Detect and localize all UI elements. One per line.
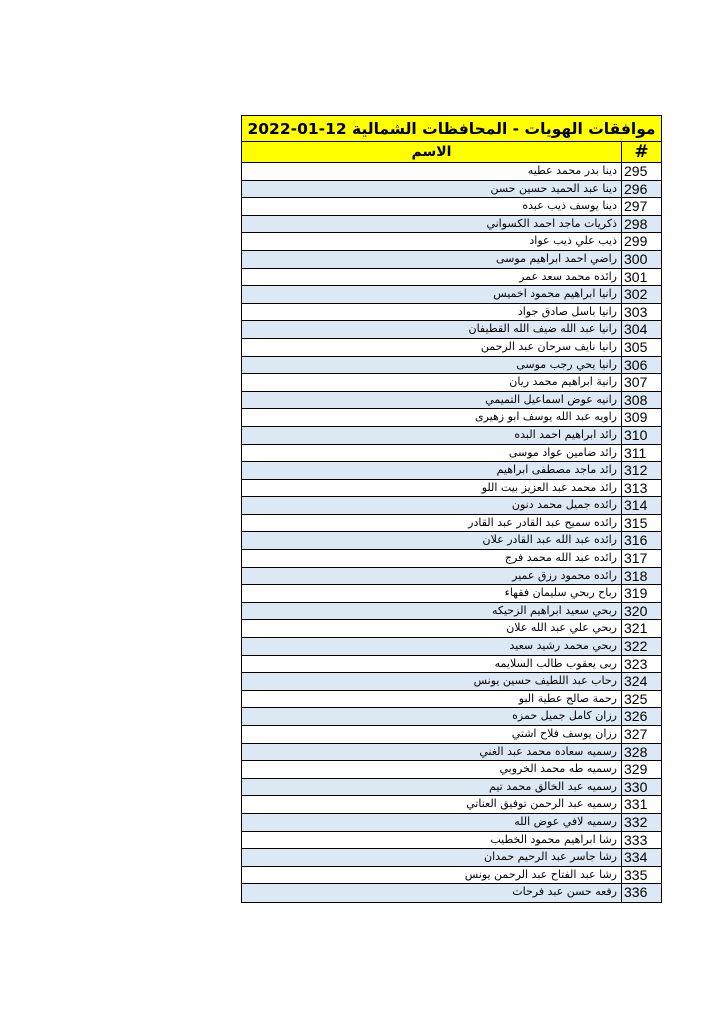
row-number: 299 bbox=[621, 233, 661, 250]
row-name: ربحي سعيد ابراهيم الزحيكه bbox=[491, 603, 617, 617]
row-name: رانيه عوض اسماعيل التميمي bbox=[485, 392, 617, 406]
row-name: رباح ربحي سليمان فقهاء bbox=[504, 586, 617, 600]
row-number: 330 bbox=[621, 779, 661, 796]
row-number: 312 bbox=[621, 462, 661, 479]
row-number: 323 bbox=[621, 656, 661, 673]
row-name: رزان كامل جميل حمزه bbox=[512, 709, 617, 723]
row-number: 325 bbox=[621, 691, 661, 708]
table-row bbox=[242, 304, 661, 322]
table-row bbox=[242, 638, 661, 656]
row-number: 308 bbox=[621, 392, 661, 409]
row-name: دينا يوسف ذيب عبده bbox=[522, 199, 617, 213]
table-row bbox=[242, 321, 661, 339]
row-number: 315 bbox=[621, 515, 661, 532]
table-row bbox=[242, 357, 661, 375]
row-number: 314 bbox=[621, 497, 661, 514]
table-row bbox=[242, 462, 661, 480]
table-row bbox=[242, 849, 661, 867]
row-name: راضي احمد ابراهيم موسى bbox=[496, 251, 617, 265]
table-row bbox=[242, 673, 661, 691]
table-title: موافقات الهويات - المحافظات الشمالية 12-01-2022 bbox=[242, 116, 661, 142]
row-number: 313 bbox=[621, 480, 661, 497]
row-number: 326 bbox=[621, 708, 661, 725]
row-name: ذيب علي ذيب عواد bbox=[529, 234, 617, 248]
table-row bbox=[242, 568, 661, 586]
row-name: رائده سميح عبد القادر عبد القادر bbox=[468, 515, 617, 529]
table-header-row bbox=[242, 142, 661, 163]
row-name: رشا جاسر عبد الرحيم حمدان bbox=[484, 850, 617, 864]
row-name: ذكريات ماجد احمد الكسواني bbox=[486, 216, 617, 230]
table-row bbox=[242, 796, 661, 814]
table-row bbox=[242, 427, 661, 445]
table-row bbox=[242, 251, 661, 269]
row-number: 324 bbox=[621, 673, 661, 690]
table-row bbox=[242, 392, 661, 410]
row-name: رائده عبد الله عبد القادر علان bbox=[482, 533, 617, 547]
row-name: دينا بدر محمد عطيه bbox=[527, 164, 617, 177]
table-row bbox=[242, 814, 661, 832]
table-row bbox=[242, 585, 661, 603]
row-name: رسميه سعاده محمد عبد الغني bbox=[479, 744, 617, 758]
table-row bbox=[242, 726, 661, 744]
row-name: رحاب عبد اللطيف حسين يونس bbox=[473, 674, 617, 688]
row-number: 309 bbox=[621, 409, 661, 426]
row-number: 327 bbox=[621, 726, 661, 743]
table-row bbox=[242, 761, 661, 779]
row-name: رائده محمد سعد عمر bbox=[519, 269, 617, 283]
table-row bbox=[242, 374, 661, 392]
row-name: رائد ماجد مصطفى ابراهيم bbox=[496, 463, 617, 477]
name-column-header: الاسم bbox=[411, 144, 452, 160]
row-name: رشا عبد الفتاح عبد الرحمن يونس bbox=[464, 867, 617, 881]
row-name: رائده محمود رزق عمير bbox=[512, 568, 617, 582]
row-number: 295 bbox=[621, 163, 661, 180]
row-name: رسميه لافي عوض الله bbox=[514, 814, 617, 828]
row-number: 310 bbox=[621, 427, 661, 444]
table-row bbox=[242, 532, 661, 550]
row-number: 318 bbox=[621, 568, 661, 585]
row-number: 302 bbox=[621, 286, 661, 303]
row-number: 333 bbox=[621, 832, 661, 849]
table-row bbox=[242, 497, 661, 515]
row-name: رزان يوسف فلاح اشتي bbox=[511, 727, 617, 740]
row-number: 301 bbox=[621, 269, 661, 286]
row-number: 317 bbox=[621, 550, 661, 567]
row-number: 305 bbox=[621, 339, 661, 356]
table-row bbox=[242, 163, 661, 181]
table-row bbox=[242, 515, 661, 533]
row-number: 328 bbox=[621, 744, 661, 761]
table-row bbox=[242, 779, 661, 797]
row-number: 329 bbox=[621, 761, 661, 778]
row-number: 296 bbox=[621, 181, 661, 198]
table-row bbox=[242, 480, 661, 498]
row-name: رشا ابراهيم محمود الخطيب bbox=[490, 832, 617, 846]
table-row bbox=[242, 656, 661, 674]
number-column-header: # bbox=[621, 142, 661, 162]
row-name: دينا عبد الحميد حسين حسن bbox=[490, 181, 617, 195]
row-number: 336 bbox=[621, 884, 661, 902]
row-name: ربحي محمد رشيد سعيد bbox=[509, 639, 617, 653]
row-name: راويه عبد الله يوسف ابو زهيرى bbox=[475, 410, 617, 424]
row-number: 298 bbox=[621, 216, 661, 233]
table-row bbox=[242, 181, 661, 199]
row-number: 303 bbox=[621, 304, 661, 321]
row-number: 316 bbox=[621, 532, 661, 549]
table-row bbox=[242, 744, 661, 762]
row-name: رائد محمد عبد العزيز بيت اللو bbox=[481, 480, 617, 494]
row-name: رائد ابراهيم احمد البده bbox=[514, 427, 617, 441]
row-number: 304 bbox=[621, 321, 661, 338]
table-row bbox=[242, 708, 661, 726]
table-row bbox=[242, 233, 661, 251]
row-name: رائد ضامين عواد موسى bbox=[508, 445, 617, 459]
table-row bbox=[242, 620, 661, 638]
row-name: رائده عبد الله محمد فرج bbox=[504, 551, 617, 565]
row-number: 322 bbox=[621, 638, 661, 655]
table-row bbox=[242, 216, 661, 234]
row-number: 321 bbox=[621, 620, 661, 637]
row-number: 335 bbox=[621, 867, 661, 884]
row-name: رانيا عبد الله ضيف الله القطيفان bbox=[468, 322, 617, 336]
row-name: ربى يعقوب طالب السلايمه bbox=[494, 656, 617, 670]
row-name: رحمة صالح عطية البو bbox=[518, 691, 617, 705]
row-number: 319 bbox=[621, 585, 661, 602]
table-row bbox=[242, 286, 661, 304]
row-name: رسميه طه محمد الخروبي bbox=[499, 762, 617, 776]
table-row bbox=[242, 198, 661, 216]
row-name: رسميه عبد الرحمن توفيق العناتي bbox=[466, 797, 617, 811]
table-body bbox=[242, 163, 661, 902]
table-row bbox=[242, 269, 661, 287]
table-row bbox=[242, 550, 661, 568]
table-row bbox=[242, 691, 661, 709]
row-name: رانيا نايف سرحان عبد الرحمن bbox=[480, 339, 617, 353]
row-number: 307 bbox=[621, 374, 661, 391]
row-name: ربحي علي عبد الله علان bbox=[506, 621, 617, 635]
table-row bbox=[242, 339, 661, 357]
row-name: رانيا باسل صادق جواد bbox=[517, 304, 617, 318]
id-approvals-table bbox=[241, 115, 662, 903]
row-number: 320 bbox=[621, 603, 661, 620]
row-number: 300 bbox=[621, 251, 661, 268]
row-name: رسميه عبد الخالق محمد تيم bbox=[489, 779, 617, 793]
table-row bbox=[242, 832, 661, 850]
row-number: 331 bbox=[621, 796, 661, 813]
row-name: رفعه حسن عبد فرحات bbox=[512, 885, 617, 899]
row-number: 334 bbox=[621, 849, 661, 866]
row-name: رانية ابراهيم محمد ريان bbox=[509, 375, 617, 389]
table-row bbox=[242, 445, 661, 463]
table-row bbox=[242, 409, 661, 427]
row-number: 306 bbox=[621, 357, 661, 374]
table-row bbox=[242, 603, 661, 621]
row-number: 332 bbox=[621, 814, 661, 831]
row-number: 297 bbox=[621, 198, 661, 215]
table-row bbox=[242, 884, 661, 902]
table-row bbox=[242, 867, 661, 885]
row-number: 311 bbox=[621, 445, 661, 462]
row-name: رانيا ابراهيم محمود اخميس bbox=[493, 287, 617, 301]
row-name: رانيا يحي رجب موسى bbox=[516, 357, 617, 371]
row-name: رائده جميل محمد دنون bbox=[511, 498, 617, 512]
